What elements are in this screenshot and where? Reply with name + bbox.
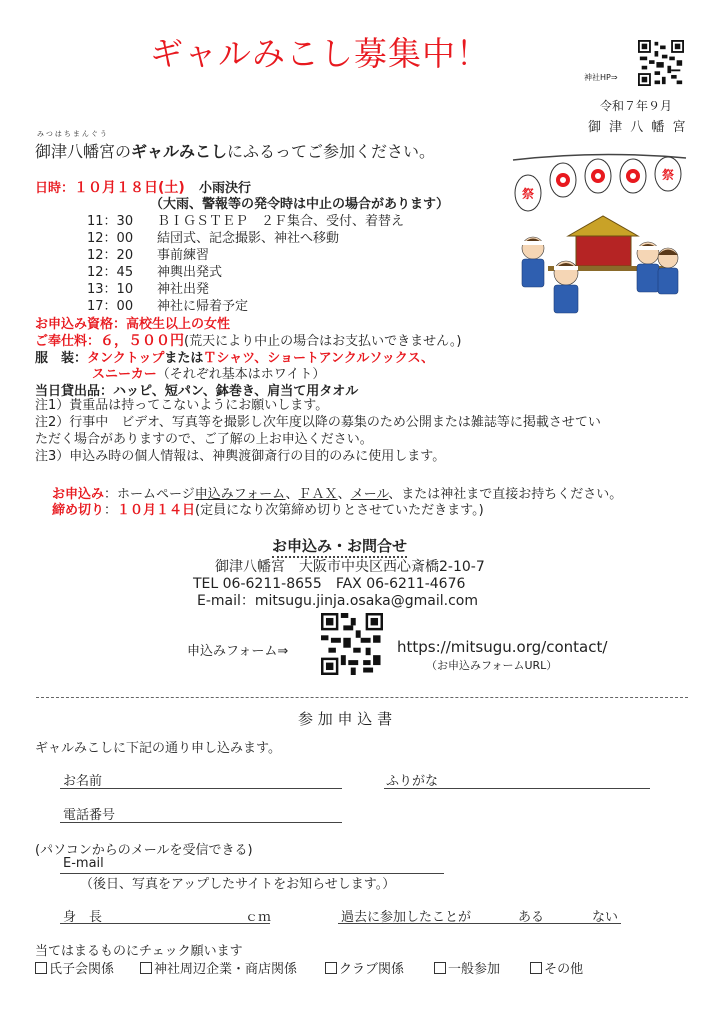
- fee-label: ご奉仕料：: [35, 334, 101, 349]
- affiliation-option[interactable]: [140, 962, 297, 977]
- notes-list: [35, 397, 601, 465]
- checkbox-icon[interactable]: [35, 962, 47, 974]
- fax-link[interactable]: ＦＡＸ: [298, 487, 338, 502]
- contact-tel-fax: TEL 06-6211-8655 FAX 06-6211-4676: [193, 576, 466, 592]
- schedule-time: 11：30: [87, 214, 134, 229]
- past-participation-label: 過去に参加したことが: [341, 910, 472, 925]
- schedule-item: [87, 244, 404, 261]
- affiliation-option-label: その他: [544, 962, 584, 977]
- schedule-item: [87, 210, 404, 227]
- mail-link[interactable]: メール: [350, 487, 389, 502]
- schedule-text: 神輿出発式: [157, 265, 223, 280]
- apply-post: 、または神社まで直接お持ちください。: [388, 487, 623, 502]
- schedule-time: 17：00: [87, 299, 134, 314]
- phone-label: 電話番号: [63, 808, 116, 823]
- email-label: E-mail: [63, 856, 104, 871]
- contact-email[interactable]: E-mail：mitsugu.jinja.osaka@gmail.com: [197, 593, 478, 609]
- schedule-time: 12：20: [87, 248, 134, 263]
- dress-note: （それぞれ基本はホワイト）: [156, 367, 326, 382]
- mikoshi-illustration: [508, 148, 690, 318]
- height-field[interactable]: [60, 923, 270, 924]
- issue-date: 令和７年９月: [600, 99, 673, 113]
- dress-label: 服 装：: [35, 351, 88, 366]
- schedule-text: 神社出発: [157, 282, 210, 297]
- deadline-row: 締め切り：１０月１４日(定員になり次第締め切りとさせていただきます。): [52, 503, 484, 518]
- form-qr-code-icon[interactable]: [321, 613, 383, 675]
- apply-label: お申込み: [52, 487, 105, 502]
- form-qr-label: 申込みフォーム⇒: [187, 644, 289, 659]
- checkbox-icon[interactable]: [140, 962, 152, 974]
- contact-heading: お申込み・お問合せ: [272, 535, 407, 558]
- note-line: 注1）貴重品は持ってこないようにお願いします。: [35, 398, 329, 413]
- date-value: １０月１８日(土): [74, 180, 185, 196]
- form-url-note: （お申込みフォームURL）: [426, 659, 558, 672]
- affiliation-option[interactable]: [35, 962, 114, 977]
- form-lead: ギャルみこしに下記の通り申し込みます。: [35, 741, 281, 756]
- schedule-item: [87, 227, 404, 244]
- phone-field[interactable]: [60, 822, 342, 823]
- past-yes-option[interactable]: ある: [518, 910, 545, 925]
- check-lead: 当てはまるものにチェック願います: [35, 944, 243, 959]
- fee-value: ６，５００円: [100, 333, 185, 349]
- affiliation-option-label: 一般参加: [448, 962, 501, 977]
- form-heading: 参 加 申 込 書: [298, 710, 393, 728]
- schedule-item: [87, 278, 404, 295]
- affiliation-option-label: 氏子会関係: [49, 962, 115, 977]
- note-line: 注2）行事中 ビデオ、写真等を撮影し次年度以降の募集のため公開または雑誌等に掲載させてい: [35, 415, 601, 430]
- intro-prefix: 御津八幡宮の: [35, 142, 132, 161]
- deadline-value: １０月１４日: [117, 503, 196, 518]
- shrine-name: 御 津 八 幡 宮: [588, 120, 688, 135]
- qr-code-icon[interactable]: [638, 40, 684, 86]
- qualification-value: 高校生以上の女性: [126, 317, 231, 332]
- schedule-list: [87, 210, 404, 312]
- checkbox-icon[interactable]: [325, 962, 337, 974]
- affiliation-option[interactable]: [434, 962, 500, 977]
- svg-text:祭: 祭: [661, 168, 675, 182]
- email-note: （後日、写真をアップしたサイトをお知らせします。）: [80, 877, 396, 892]
- schedule-time: 12：45: [87, 265, 134, 280]
- weather-note: （大雨、警報等の発令時は中止の場合があります）: [150, 197, 450, 212]
- affiliation-option[interactable]: [325, 962, 404, 977]
- height-label: 身 長: [63, 910, 103, 925]
- schedule-text: 事前練習: [157, 248, 210, 263]
- apply-sep: ：: [104, 487, 118, 502]
- page-title: ギャルみこし募集中！: [150, 34, 490, 73]
- furigana-ruby: みつはちまんぐう: [37, 130, 109, 138]
- name-field[interactable]: [60, 788, 342, 789]
- past-participation-line: [338, 923, 621, 924]
- height-unit: ｃｍ: [245, 910, 272, 925]
- intro-text: [35, 139, 435, 162]
- schedule-time: 12：00: [87, 231, 134, 246]
- affiliation-option[interactable]: [530, 962, 583, 977]
- qualification-label: お申込み資格：: [35, 317, 127, 332]
- apply-pre: ホームページ: [117, 487, 195, 502]
- form-link[interactable]: 申込みフォーム: [194, 487, 286, 502]
- furigana-field[interactable]: [384, 788, 650, 789]
- svg-text:祭: 祭: [521, 187, 535, 201]
- contact-address: 御津八幡宮 大阪市中央区西心斎橋2-10-7: [215, 559, 485, 575]
- schedule-text: ＢＩＧＳＴＥＰ ２Ｆ集合、受付、着替え: [157, 214, 405, 229]
- intro-suffix: にふるってご参加ください。: [227, 142, 436, 161]
- apply-comma-2: 、: [337, 487, 351, 502]
- schedule-item: [87, 295, 404, 312]
- apply-comma-1: 、: [285, 487, 299, 502]
- affiliation-option-label: 神社周辺企業・商店関係: [154, 962, 298, 977]
- name-label: お名前: [63, 774, 103, 789]
- deadline-note: (定員になり次第締め切りとさせていただきます。): [195, 503, 484, 518]
- date-label: 日時：: [35, 181, 75, 196]
- dress-or: または: [164, 351, 204, 366]
- note-line: 注3）申込み時の個人情報は、神輿渡御斎行の目的のみに使用します。: [35, 449, 446, 464]
- dress-value-2: Ｔシャツ、ショートアンクルソックス、: [203, 351, 435, 366]
- weather-policy: 小雨決行: [198, 181, 251, 196]
- schedule-time: 13：10: [87, 282, 134, 297]
- schedule-text: 神社に帰着予定: [157, 299, 249, 314]
- dress-value-3: スニーカー: [92, 367, 157, 382]
- checkbox-icon[interactable]: [530, 962, 542, 974]
- affiliation-options: [35, 958, 583, 977]
- pc-mail-note: (パソコンからのメールを受信できる): [35, 843, 253, 858]
- schedule-item: [87, 261, 404, 278]
- qr-label: 神社HP⇒: [584, 73, 618, 82]
- schedule-text: 結団式、記念撮影、神社へ移動: [157, 231, 340, 246]
- affiliation-option-label: クラブ関係: [339, 962, 405, 977]
- rental-items: 当日貸出品：ハッピ、短パン、鉢巻き、肩当て用タオル: [35, 384, 359, 399]
- furigana-label: ふりがな: [386, 774, 439, 789]
- note-line: ただく場合がありますので、ご了解の上お申込ください。: [35, 432, 373, 447]
- intro-event-name: ギャルみこし: [131, 142, 228, 161]
- cut-line: [36, 697, 688, 698]
- form-url[interactable]: https://mitsugu.org/contact/: [397, 638, 608, 656]
- fee-note: (荒天により中止の場合はお支払いできません。): [184, 334, 462, 349]
- dress-value-1: タンクトップ: [87, 351, 165, 366]
- past-no-option[interactable]: ない: [592, 910, 619, 925]
- deadline-label: 締め切り: [52, 503, 105, 518]
- checkbox-icon[interactable]: [434, 962, 446, 974]
